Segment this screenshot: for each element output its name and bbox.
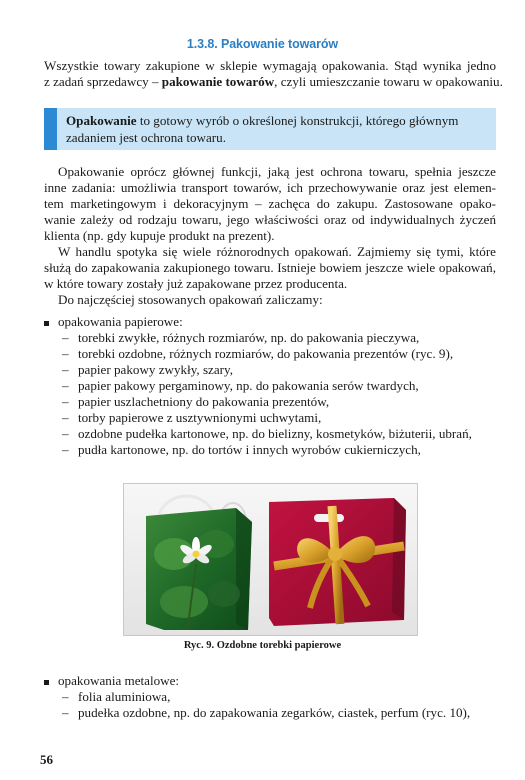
list-item: pudełka ozdobne, np. do zapakowania zegarków, ciastek, perfum (ryc. 10), [78,705,471,720]
callout-term: Opakowanie [66,113,137,128]
list-item: papier uszlachetniony do pakowania prezentów, [78,394,330,409]
dash-bullet: – [62,346,69,361]
dash-bullet: – [62,378,69,393]
green-bag-icon [146,496,252,630]
definition-callout [44,108,496,150]
square-bullet-icon [44,321,49,326]
list-item: torby papierowe z usztywnionymi uchwytami, [78,410,322,425]
list-item: ozdobne pudełka kartonowe, np. do bielizny, kosmetyków, biżuterii, ubrań, [78,426,472,441]
dash-bullet: – [62,330,69,345]
para1-line: Opakowanie oprócz głównej funkcji, jaką jest ochrona towaru, spełnia jeszcze [58,164,496,179]
list-item: papier pakowy pergaminowy, np. do pakowania serów twardych, [78,378,419,393]
callout-line-2: zadaniem jest ochrona towaru. [66,130,226,145]
para1-line: klienta (np. gdy kupuje produkt na prezent). [44,228,275,243]
list-item: torebki zwykłe, różnych rozmiarów, np. do pakowania pieczywa, [78,330,420,345]
square-bullet-icon [44,680,49,685]
dash-bullet: – [62,394,69,409]
list-item: papier pakowy zwykły, szary, [78,362,234,377]
gift-bags-illustration [124,484,417,635]
section-heading: 1.3.8. Pakowanie towarów [186,37,339,51]
para2-line: w które towary zostały już zapakowane przez producenta. [44,276,348,291]
list-item: torebki ozdobne, różnych rozmiarów, do pakowania prezentów (ryc. 9), [78,346,454,361]
intro-bold-term: pakowanie towarów [161,74,275,89]
dash-bullet: – [62,442,69,457]
list-metal-label: opakowania metalowe: [58,673,180,688]
para1-line: inne zadania: umożliwia transport towarów, ich przechowywanie oraz jest elemen- [44,180,496,195]
intro-text: z zadań sprzedawcy – [44,74,162,89]
para2-line: W handlu spotyka się wiele różnorodnych opakowań. Zajmiemy się tymi, które [58,244,496,259]
intro-text-end: , czyli umieszczanie towaru w opakowaniu. [274,74,503,89]
dash-bullet: – [62,410,69,425]
red-bag-icon [269,498,406,626]
dash-bullet: – [62,362,69,377]
para2-line: służą do zapakowania zakupionego towaru. Istnieje bowiem jeszcze wiele opakowań, [44,260,496,275]
para3-line: Do najczęściej stosowanych opakowań zaliczamy: [58,292,323,307]
gift-bags-photo [123,483,418,636]
dash-bullet: – [62,689,69,704]
dash-bullet: – [62,705,69,720]
intro-line-2 [44,74,503,90]
intro-line-1: Wszystkie towary zakupione w sklepie wymagają opakowania. Stąd wynika jedno [44,58,496,73]
para1-line: wanie zależy od rodzaju towaru, jego właściwości oraz od indywidualnych życzeń [44,212,496,227]
list-item: pudła kartonowe, np. do tortów i innych wyrobów cukierniczych, [78,442,421,457]
list-paper-label: opakowania papierowe: [58,314,183,329]
para1-line: tem marketingowym i dekoracyjnym – zachęca do zakupu. Zastosowane opako- [44,196,496,211]
figure-caption: Ryc. 9. Ozdobne torebki papierowe [183,640,342,651]
page-number: 56 [40,752,53,767]
list-item: folia aluminiowa, [78,689,171,704]
callout-accent-bar [44,108,57,150]
callout-text [66,112,486,146]
dash-bullet: – [62,426,69,441]
callout-line-1: to gotowy wyrób o określonej konstrukcji, którego głównym [136,113,459,128]
